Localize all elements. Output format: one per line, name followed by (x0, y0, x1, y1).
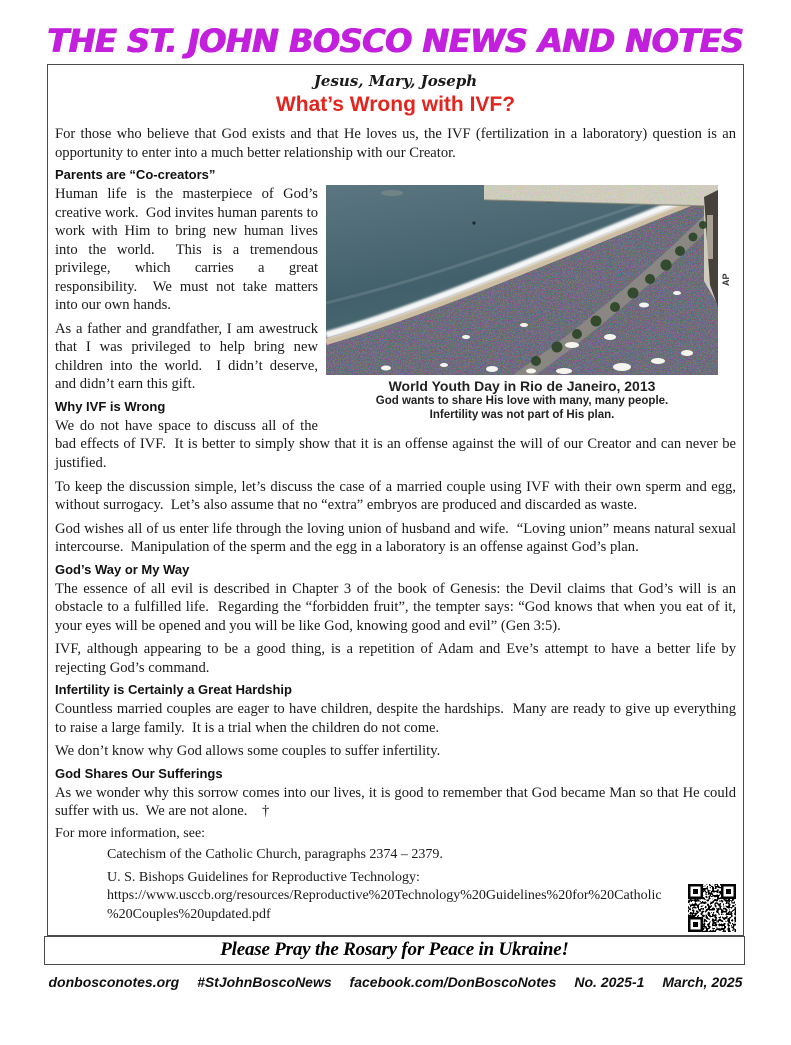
caption-line: God wants to share His love with many, many people. (375, 395, 669, 408)
more-info-label: For more information, see: (55, 825, 206, 841)
caption-line: Infertility was not part of His plan. (429, 409, 615, 422)
qr-code (686, 882, 738, 934)
section-heading-why-ivf-wrong: Why IVF is Wrong (55, 398, 166, 414)
reference-catechism: Catechism of the Catholic Church, paragraphs 2374 – 2379. (107, 846, 443, 862)
newsletter-masthead: THE ST. JOHN BOSCO NEWS AND NOTES (47, 22, 744, 60)
footer-facebook: facebook.com/DonBoscoNotes (349, 974, 557, 990)
paragraph: The essence of all evil is described in Chapter 3 of the book of Genesis: the Devil claims that God’s will is an obstacle to a fulfilled life. Regarding the “forbidden fruit”, the tempter says: “God knows that when you eat of it, your eyes will be opened and you will be like God, knowing good and evil” (Gen 3:5). (55, 580, 740, 634)
caption-title: World Youth Day in Rio de Janeiro, 2013 (388, 378, 656, 395)
footer-website: donbosconotes.org (48, 974, 180, 990)
footer-issue-number: No. 2025-1 (574, 974, 645, 990)
footer-date: March, 2025 (662, 974, 743, 990)
paragraph: As we wonder why this sorrow comes into our lives, it is good to remember that God became Man so that He could suffer with us. We are not alone. † (55, 784, 740, 820)
paragraph: Human life is the masterpiece of God’s creative work. God invites human parents to work with Him to bring new human lives into the world. This is a tremendous privilege, which carries a great responsibility. We must not take matters into our own hands. (55, 186, 322, 314)
banner-text: Please Pray the Rosary for Peace in Ukraine! (220, 939, 569, 960)
article-box (47, 64, 744, 936)
reference-usccb-url: U. S. Bishops Guidelines for Reproductive Technology: https://www.usccb.org/resources/Reproductive%20Technology%20Guidelines%20for%20Catholic%20Couples%20updated.pdf (107, 870, 662, 922)
photo-caption (326, 378, 718, 423)
footer-line (0, 974, 791, 990)
footer-hashtag: #StJohnBoscoNews (197, 974, 332, 990)
section-heading-infertility-hardship: Infertility is Certainly a Great Hardship (55, 682, 292, 698)
paragraph: God wishes all of us enter life through the loving union of husband and wife. “Loving union” means natural sexual intercourse. Manipulation of the sperm and the egg in a laboratory is an offense against God’s plan. (55, 520, 740, 556)
article-headline: What’s Wrong with IVF? (275, 93, 516, 116)
intro-paragraph: For those who believe that God exists and that He loves us, the IVF (fertilization in a laboratory) question is an opportunity to enter into a much better relationship with our Creator. (55, 126, 740, 161)
section-heading-gods-way: God’s Way or My Way (55, 561, 190, 577)
section-heading-co-creators: Parents are “Co-creators” (55, 167, 216, 183)
paragraph: To keep the discussion simple, let’s discuss the case of a married couple using IVF with their own sperm and egg, without surrogacy. Let’s also assume that no “extra” embryos are produced and discarded as waste. (55, 478, 740, 514)
photo-block (326, 185, 736, 423)
rosary-banner (44, 936, 745, 965)
invocation-text: Jesus, Mary, Joseph (313, 72, 478, 90)
world-youth-day-photo (326, 185, 718, 375)
paragraph: As a father and grandfather, I am awestruck that I was privileged to help bring new children into the world. I didn’t deserve, and didn’t earn this gift. (55, 320, 322, 393)
section-heading-god-shares-sufferings: God Shares Our Sufferings (55, 765, 223, 781)
paragraph: Countless married couples are eager to have children, despite the hardships. Many are ready to give up everything to raise a large family. It is a trial when the children do not come. (55, 701, 740, 736)
photo-credit: AP (721, 273, 731, 287)
paragraph: IVF, although appearing to be a good thing, is a repetition of Adam and Eve’s attempt to have a better life by rejecting God’s command. (55, 641, 740, 676)
paragraph: We do not have space to discuss all of the bad effects of IVF. It is better to simply show that it is an offense against the will of our Creator and can never be justified. (55, 417, 740, 471)
paragraph: We don’t know why God allows some couples to suffer infertility. (55, 743, 441, 760)
